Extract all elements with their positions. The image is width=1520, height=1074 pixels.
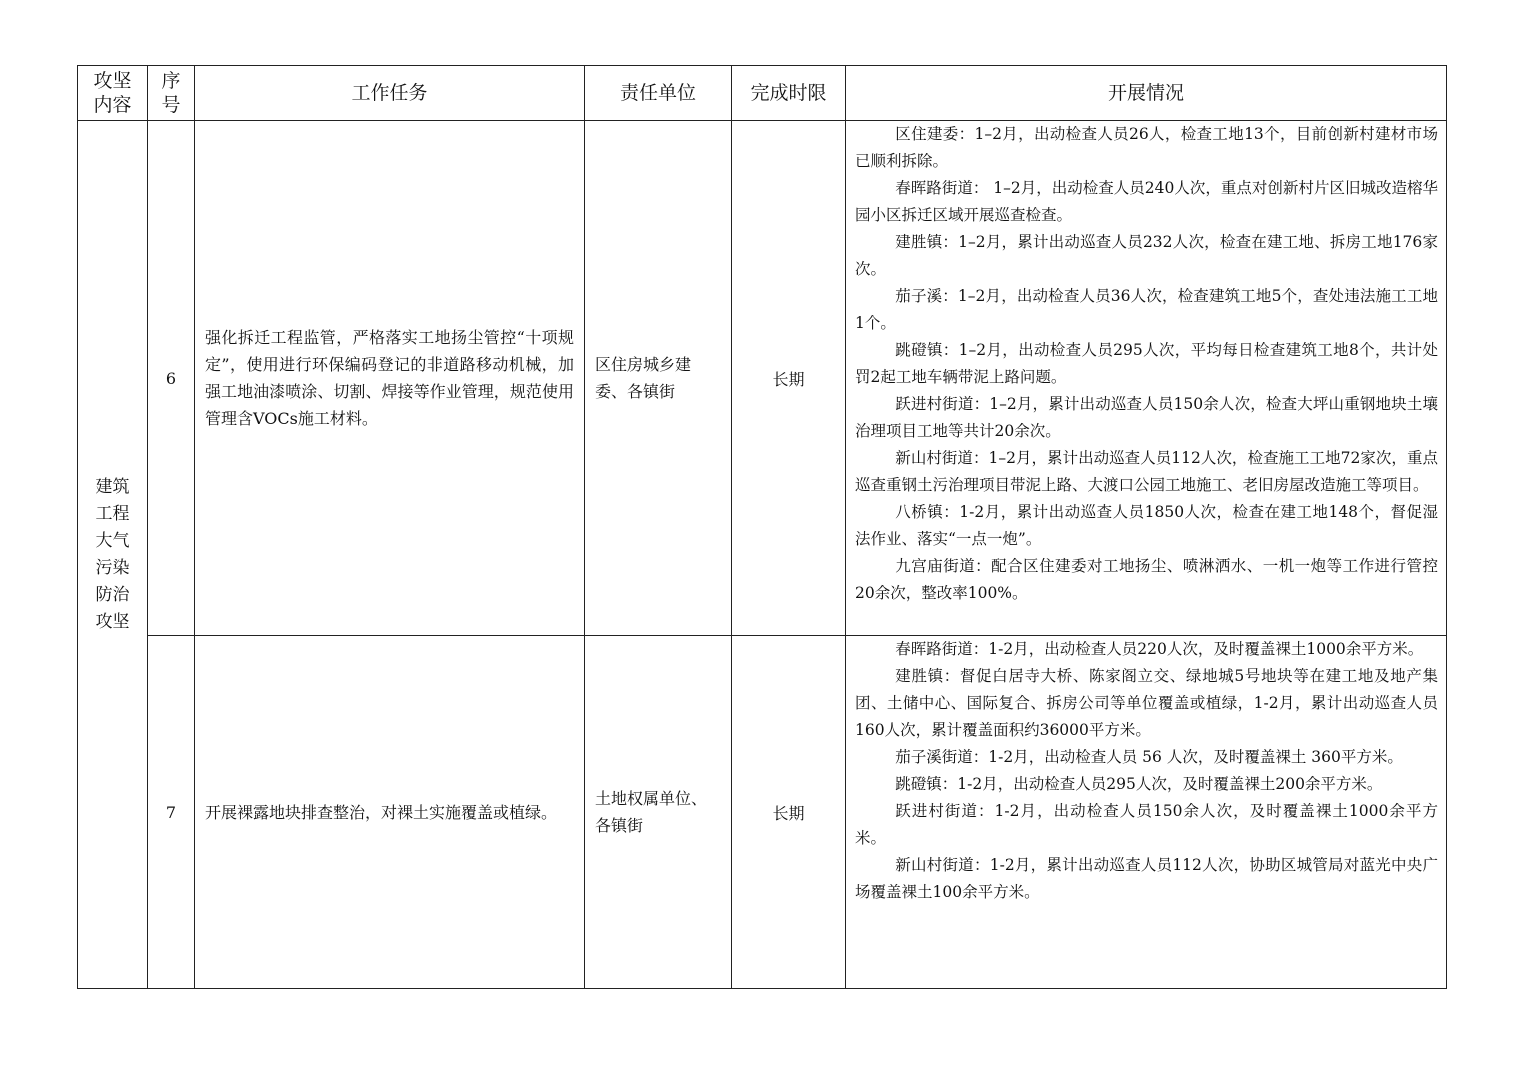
row-progress [846,636,1447,989]
category-text: 建筑工程大气污染防治攻坚 [95,476,130,632]
header-category: 攻坚 内容 [78,66,148,121]
work-progress-table [77,65,1447,989]
header-seq: 序 号 [148,66,195,121]
row-task: 开展裸露地块排查整治，对裸土实施覆盖或植绿。 [195,636,585,989]
row-task: 强化拆迁工程监管，严格落实工地扬尘管控“十项规定”，使用进行环保编码登记的非道路移动机械，加强工地油漆喷涂、切割、焊接等作业管理，规范使用管理含VOCs施工材料。 [195,121,585,636]
row-unit: 区住房城乡建委、各镇街 [585,121,732,636]
progress-item: 区住建委：1–2月，出动检查人员26人，检查工地13个，目前创新村建材市场已顺利拆除。 [855,125,1438,170]
row-unit: 土地权属单位、各镇街 [585,636,732,989]
row-progress [846,121,1447,636]
progress-item: 新山村街道：1-2月，累计出动巡查人员112人次，协助区城管局对蓝光中央广场覆盖裸土100余平方米。 [855,856,1438,901]
header-task: 工作任务 [195,66,585,121]
row-deadline: 长期 [732,636,846,989]
table-row [78,636,1447,989]
progress-item: 春晖路街道：1-2月，出动检查人员220人次，及时覆盖裸土1000余平方米。 [895,640,1424,658]
progress-item: 建胜镇：1–2月，累计出动巡查人员232人次，检查在建工地、拆房工地176家次。 [855,233,1438,278]
category-cell [78,121,148,989]
row-deadline: 长期 [732,121,846,636]
progress-item: 茄子溪街道：1-2月，出动检查人员 56 人次，及时覆盖裸土 360平方米。 [895,748,1403,766]
progress-item: 建胜镇：督促白居寺大桥、陈家阁立交、绿地城5号地块等在建工地及地产集团、土储中心、国际复合、拆房公司等单位覆盖或植绿，1-2月，累计出动巡查人员160人次，累计覆盖面积约36000平方米。 [855,667,1438,739]
progress-item: 春晖路街道： 1–2月，出动检查人员240人次，重点对创新村片区旧城改造榕华园小区拆迁区域开展巡查检查。 [855,179,1438,224]
header-unit: 责任单位 [585,66,732,121]
table-row [78,121,1447,636]
progress-item: 茄子溪：1–2月，出动检查人员36人次，检查建筑工地5个，查处违法施工工地1个。 [855,287,1438,332]
row-seq: 7 [148,636,195,989]
progress-item: 新山村街道：1–2月，累计出动巡查人员112人次，检查施工工地72家次，重点巡查重钢土污治理项目带泥上路、大渡口公园工地施工、老旧房屋改造施工等项目。 [855,449,1438,494]
progress-item: 跳磴镇：1-2月，出动检查人员295人次，及时覆盖裸土200余平方米。 [895,775,1383,793]
progress-item: 八桥镇：1-2月，累计出动巡查人员1850人次，检查在建工地148个，督促湿法作业、落实“一点一炮”。 [855,503,1438,548]
header-deadline: 完成时限 [732,66,846,121]
progress-item: 跳磴镇：1–2月，出动检查人员295人次，平均每日检查建筑工地8个，共计处罚2起工地车辆带泥上路问题。 [855,341,1438,386]
header-row [78,66,1447,121]
row-seq: 6 [148,121,195,636]
progress-item: 跃进村街道：1-2月，出动检查人员150余人次，及时覆盖裸土1000余平方米。 [855,802,1438,847]
progress-item: 九宫庙街道：配合区住建委对工地扬尘、喷淋洒水、一机一炮等工作进行管控20余次，整改率100%。 [855,557,1438,602]
progress-item: 跃进村街道：1–2月，累计出动巡查人员150余人次，检查大坪山重钢地块土壤治理项目工地等共计20余次。 [855,395,1438,440]
header-progress: 开展情况 [846,66,1447,121]
